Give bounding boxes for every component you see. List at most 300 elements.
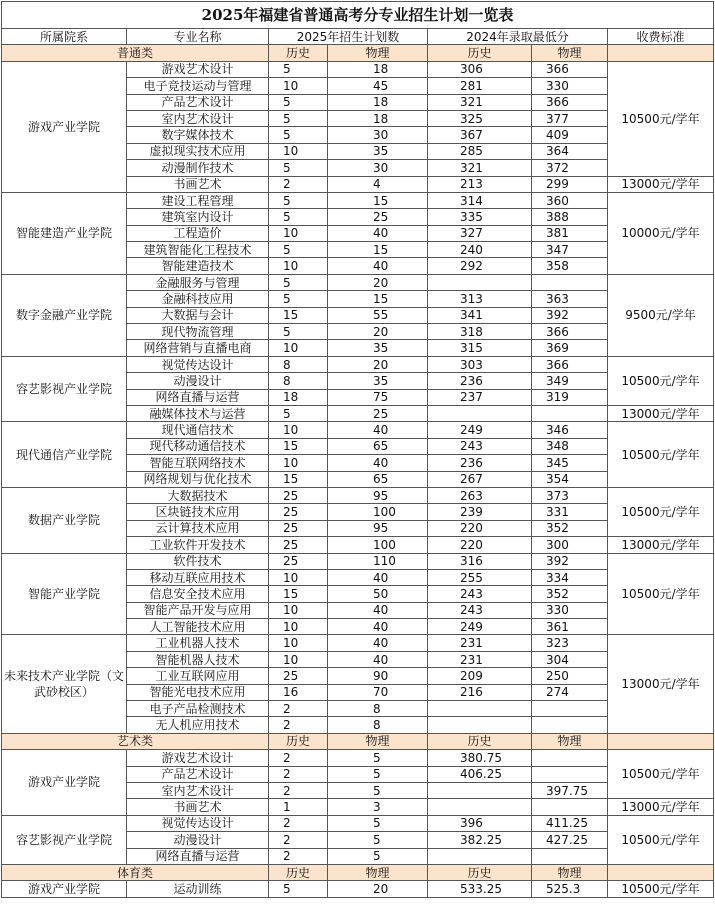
table-row [2,635,714,651]
plan-physics: 40 [328,455,428,471]
plan-physics: 40 [328,635,428,651]
plan-physics: 15 [328,291,428,307]
tuition-fee: 10500元/学年 [608,487,714,536]
major-name: 室内艺术设计 [127,110,269,126]
enrollment-plan-table [1,1,714,898]
min-score-history: 314 [428,192,532,208]
min-score-physics: 347 [532,242,608,258]
major-name: 信息安全技术应用 [127,586,269,602]
plan-physics: 15 [328,192,428,208]
min-score-physics: 348 [532,438,608,454]
section-label: 普通类 [2,45,269,61]
min-score-history: 306 [428,61,532,77]
major-name: 人工智能技术应用 [127,619,269,635]
section-column-label: 历史 [269,45,328,61]
plan-history: 25 [269,537,328,553]
plan-physics: 90 [328,668,428,684]
min-score-physics [532,750,608,766]
min-score-history: 267 [428,471,532,487]
table-row [2,422,714,438]
plan-history: 10 [269,143,328,159]
section-column-label: 历史 [428,864,532,880]
plan-history: 5 [269,192,328,208]
min-score-physics [532,405,608,421]
min-score-history: 216 [428,684,532,700]
table-row [2,192,714,208]
major-name: 网络营销与直播电商 [127,340,269,356]
min-score-physics: 525.3 [532,881,608,898]
section-label: 艺术类 [2,733,269,749]
plan-history: 15 [269,307,328,323]
plan-history: 5 [269,881,328,898]
plan-physics: 3 [328,799,428,815]
college-name: 未来技术产业学院（文武砂校区） [2,635,127,733]
min-score-history: 285 [428,143,532,159]
major-name: 区块链技术应用 [127,504,269,520]
major-name: 工程造价 [127,225,269,241]
major-name: 大数据与会计 [127,307,269,323]
min-score-history: 239 [428,504,532,520]
min-score-physics [532,766,608,782]
major-name: 建筑室内设计 [127,209,269,225]
college-name: 容艺影视产业学院 [2,356,127,422]
min-score-history: 243 [428,438,532,454]
tuition-fee: 9500元/学年 [608,274,714,356]
min-score-physics: 352 [532,586,608,602]
major-name: 现代通信技术 [127,422,269,438]
major-name: 电子竞技运动与管理 [127,78,269,94]
plan-history: 1 [269,799,328,815]
min-score-history: 220 [428,537,532,553]
section-column-label: 历史 [428,45,532,61]
min-score-history [428,717,532,733]
min-score-physics: 358 [532,258,608,274]
plan-physics: 40 [328,225,428,241]
plan-history: 2 [269,848,328,864]
plan-physics: 5 [328,815,428,831]
major-name: 建筑智能化工程技术 [127,242,269,258]
tuition-fee: 13000元/学年 [608,537,714,553]
min-score-physics: 352 [532,520,608,536]
min-score-physics: 381 [532,225,608,241]
min-score-physics: 346 [532,422,608,438]
plan-history: 15 [269,438,328,454]
plan-history: 2 [269,766,328,782]
major-name: 电子产品检测技术 [127,701,269,717]
min-score-physics: 377 [532,110,608,126]
plan-physics: 18 [328,110,428,126]
tuition-fee: 10500元/学年 [608,553,714,635]
min-score-history: 396 [428,815,532,831]
plan-history: 10 [269,78,328,94]
min-score-history: 292 [428,258,532,274]
major-name: 金融服务与管理 [127,274,269,290]
min-score-physics: 369 [532,340,608,356]
major-name: 游戏艺术设计 [127,750,269,766]
min-score-history: 231 [428,651,532,667]
plan-physics: 35 [328,340,428,356]
section-header-row [2,733,714,749]
plan-history: 5 [269,405,328,421]
plan-history: 15 [269,586,328,602]
min-score-history: 313 [428,291,532,307]
section-column-label: 物理 [532,733,608,749]
table-title: 2025年福建省普通高考分专业招生计划一览表 [2,2,714,29]
min-score-history: 209 [428,668,532,684]
major-name: 数字媒体技术 [127,127,269,143]
min-score-physics [532,799,608,815]
plan-history: 10 [269,225,328,241]
min-score-physics: 331 [532,504,608,520]
plan-history: 5 [269,209,328,225]
major-name: 软件技术 [127,553,269,569]
min-score-history: 335 [428,209,532,225]
min-score-history: 533.25 [428,881,532,898]
min-score-history: 325 [428,110,532,126]
section-column-label: 历史 [269,733,328,749]
major-name: 智能光电技术应用 [127,684,269,700]
section-fee-blank [608,864,714,880]
major-name: 视觉传达设计 [127,356,269,372]
plan-history: 2 [269,176,328,192]
min-score-history [428,701,532,717]
min-score-history: 243 [428,586,532,602]
plan-physics: 45 [328,78,428,94]
plan-physics: 100 [328,537,428,553]
plan-history: 5 [269,274,328,290]
plan-history: 16 [269,684,328,700]
min-score-history: 341 [428,307,532,323]
min-score-physics: 392 [532,307,608,323]
plan-physics: 100 [328,504,428,520]
tuition-fee: 13000元/学年 [608,635,714,733]
major-name: 智能机器人技术 [127,651,269,667]
tuition-fee: 10500元/学年 [608,815,714,864]
plan-physics: 70 [328,684,428,700]
header-plan: 2025年招生计划数 [269,29,428,45]
min-score-physics: 330 [532,602,608,618]
plan-physics: 20 [328,881,428,898]
plan-history: 25 [269,553,328,569]
plan-history: 5 [269,324,328,340]
table-row [2,553,714,569]
plan-history: 25 [269,520,328,536]
tuition-fee: 13000元/学年 [608,176,714,192]
plan-history: 8 [269,356,328,372]
plan-physics: 15 [328,242,428,258]
plan-history: 2 [269,832,328,848]
min-score-physics: 409 [532,127,608,143]
min-score-physics [532,701,608,717]
min-score-history [428,799,532,815]
min-score-history: 220 [428,520,532,536]
plan-history: 10 [269,422,328,438]
header-college: 所属院系 [2,29,127,45]
plan-history: 5 [269,291,328,307]
plan-physics: 5 [328,782,428,798]
plan-physics: 30 [328,160,428,176]
min-score-history: 315 [428,340,532,356]
min-score-history: 367 [428,127,532,143]
major-name: 产品艺术设计 [127,94,269,110]
header-major: 专业名称 [127,29,269,45]
min-score-history: 303 [428,356,532,372]
major-name: 工业机器人技术 [127,635,269,651]
major-name: 产品艺术设计 [127,766,269,782]
plan-history: 5 [269,127,328,143]
min-score-physics [532,717,608,733]
section-fee-blank [608,45,714,61]
min-score-history: 380.75 [428,750,532,766]
min-score-history [428,274,532,290]
section-header-row [2,45,714,61]
table-row [2,815,714,831]
plan-physics: 65 [328,471,428,487]
major-name: 移动互联应用技术 [127,569,269,585]
plan-physics: 18 [328,94,428,110]
min-score-history: 236 [428,373,532,389]
college-name: 智能建造产业学院 [2,192,127,274]
plan-physics: 40 [328,602,428,618]
major-name: 视觉传达设计 [127,815,269,831]
min-score-history: 263 [428,487,532,503]
plan-physics: 40 [328,569,428,585]
major-name: 工业软件开发技术 [127,537,269,553]
major-name: 网络直播与运营 [127,848,269,864]
min-score-physics: 372 [532,160,608,176]
plan-physics: 25 [328,209,428,225]
plan-physics: 40 [328,651,428,667]
major-name: 大数据技术 [127,487,269,503]
table-row [2,750,714,766]
plan-history: 2 [269,815,328,831]
table-row [2,356,714,372]
major-name: 网络规划与优化技术 [127,471,269,487]
plan-physics: 20 [328,274,428,290]
college-name: 容艺影视产业学院 [2,815,127,864]
major-name: 虚拟现实技术应用 [127,143,269,159]
header-fee: 收费标准 [608,29,714,45]
plan-physics: 8 [328,717,428,733]
min-score-physics: 427.25 [532,832,608,848]
plan-physics: 35 [328,143,428,159]
plan-history: 2 [269,782,328,798]
min-score-physics: 330 [532,78,608,94]
major-name: 网络直播与运营 [127,389,269,405]
plan-history: 25 [269,504,328,520]
college-name: 数字金融产业学院 [2,274,127,356]
plan-history: 25 [269,668,328,684]
min-score-physics: 364 [532,143,608,159]
plan-physics: 40 [328,258,428,274]
plan-physics: 40 [328,619,428,635]
min-score-history: 249 [428,422,532,438]
min-score-physics: 274 [532,684,608,700]
table-row [2,61,714,77]
tuition-fee: 10500元/学年 [608,750,714,799]
min-score-history: 243 [428,602,532,618]
plan-physics: 110 [328,553,428,569]
min-score-history [428,848,532,864]
plan-history: 5 [269,242,328,258]
major-name: 智能建造技术 [127,258,269,274]
plan-history: 5 [269,61,328,77]
min-score-physics: 366 [532,324,608,340]
plan-history: 10 [269,258,328,274]
min-score-history: 382.25 [428,832,532,848]
section-header-row [2,864,714,880]
min-score-physics: 411.25 [532,815,608,831]
plan-history: 8 [269,373,328,389]
min-score-history: 327 [428,225,532,241]
major-name: 无人机应用技术 [127,717,269,733]
min-score-history: 213 [428,176,532,192]
major-name: 运动训练 [127,881,269,898]
min-score-history [428,782,532,798]
min-score-physics: 334 [532,569,608,585]
section-column-label: 物理 [328,733,428,749]
college-name: 游戏产业学院 [2,881,127,898]
plan-physics: 95 [328,520,428,536]
tuition-fee: 10500元/学年 [608,61,714,176]
header-score: 2024年录取最低分 [428,29,608,45]
min-score-physics: 319 [532,389,608,405]
min-score-history: 318 [428,324,532,340]
section-column-label: 物理 [328,864,428,880]
tuition-fee: 13000元/学年 [608,405,714,421]
min-score-history: 255 [428,569,532,585]
plan-physics: 5 [328,766,428,782]
min-score-history: 406.25 [428,766,532,782]
plan-physics: 5 [328,832,428,848]
major-name: 融媒体技术与运营 [127,405,269,421]
min-score-physics: 354 [532,471,608,487]
tuition-fee: 10000元/学年 [608,192,714,274]
min-score-history: 281 [428,78,532,94]
major-name: 工业互联网应用 [127,668,269,684]
plan-physics: 50 [328,586,428,602]
min-score-physics: 397.75 [532,782,608,798]
section-column-label: 历史 [428,733,532,749]
min-score-history: 240 [428,242,532,258]
college-name: 现代通信产业学院 [2,422,127,488]
major-name: 书画艺术 [127,799,269,815]
plan-physics: 5 [328,848,428,864]
plan-history: 10 [269,569,328,585]
major-name: 建设工程管理 [127,192,269,208]
major-name: 现代移动通信技术 [127,438,269,454]
plan-physics: 30 [328,127,428,143]
plan-history: 10 [269,619,328,635]
plan-history: 15 [269,471,328,487]
tuition-fee: 13000元/学年 [608,799,714,815]
min-score-physics: 323 [532,635,608,651]
plan-physics: 65 [328,438,428,454]
major-name: 智能互联网络技术 [127,455,269,471]
plan-history: 2 [269,750,328,766]
min-score-physics: 299 [532,176,608,192]
min-score-physics: 366 [532,94,608,110]
college-name: 智能产业学院 [2,553,127,635]
plan-history: 2 [269,717,328,733]
plan-physics: 18 [328,61,428,77]
plan-physics: 25 [328,405,428,421]
min-score-physics: 366 [532,61,608,77]
min-score-physics: 363 [532,291,608,307]
section-fee-blank [608,733,714,749]
min-score-history: 236 [428,455,532,471]
plan-physics: 35 [328,373,428,389]
plan-history: 25 [269,487,328,503]
table-row [2,487,714,503]
plan-history: 5 [269,110,328,126]
plan-physics: 5 [328,750,428,766]
plan-physics: 8 [328,701,428,717]
table-row [2,881,714,898]
min-score-physics: 388 [532,209,608,225]
min-score-physics: 361 [532,619,608,635]
min-score-physics [532,848,608,864]
section-column-label: 物理 [532,864,608,880]
plan-physics: 95 [328,487,428,503]
plan-physics: 40 [328,422,428,438]
plan-history: 10 [269,635,328,651]
plan-history: 10 [269,455,328,471]
min-score-physics: 373 [532,487,608,503]
major-name: 动漫设计 [127,373,269,389]
major-name: 动漫制作技术 [127,160,269,176]
plan-history: 10 [269,340,328,356]
min-score-physics: 300 [532,537,608,553]
min-score-history: 249 [428,619,532,635]
college-name: 游戏产业学院 [2,61,127,192]
major-name: 金融科技应用 [127,291,269,307]
college-name: 游戏产业学院 [2,750,127,816]
min-score-history: 237 [428,389,532,405]
min-score-history: 316 [428,553,532,569]
min-score-history [428,405,532,421]
section-column-label: 物理 [532,45,608,61]
college-name: 数据产业学院 [2,487,127,553]
plan-history: 5 [269,160,328,176]
tuition-fee: 10500元/学年 [608,356,714,405]
tuition-fee: 10500元/学年 [608,422,714,488]
min-score-physics: 349 [532,373,608,389]
plan-physics: 4 [328,176,428,192]
plan-history: 10 [269,651,328,667]
plan-physics: 75 [328,389,428,405]
min-score-history: 321 [428,160,532,176]
major-name: 现代物流管理 [127,324,269,340]
major-name: 游戏艺术设计 [127,61,269,77]
major-name: 智能产品开发与应用 [127,602,269,618]
min-score-physics: 360 [532,192,608,208]
min-score-physics: 304 [532,651,608,667]
tuition-fee: 10500元/学年 [608,881,714,898]
min-score-history: 231 [428,635,532,651]
plan-history: 5 [269,94,328,110]
major-name: 云计算技术应用 [127,520,269,536]
min-score-physics [532,274,608,290]
min-score-physics: 345 [532,455,608,471]
min-score-physics: 250 [532,668,608,684]
major-name: 动漫设计 [127,832,269,848]
plan-physics: 20 [328,356,428,372]
min-score-physics: 366 [532,356,608,372]
min-score-physics: 392 [532,553,608,569]
table-row [2,274,714,290]
major-name: 书画艺术 [127,176,269,192]
